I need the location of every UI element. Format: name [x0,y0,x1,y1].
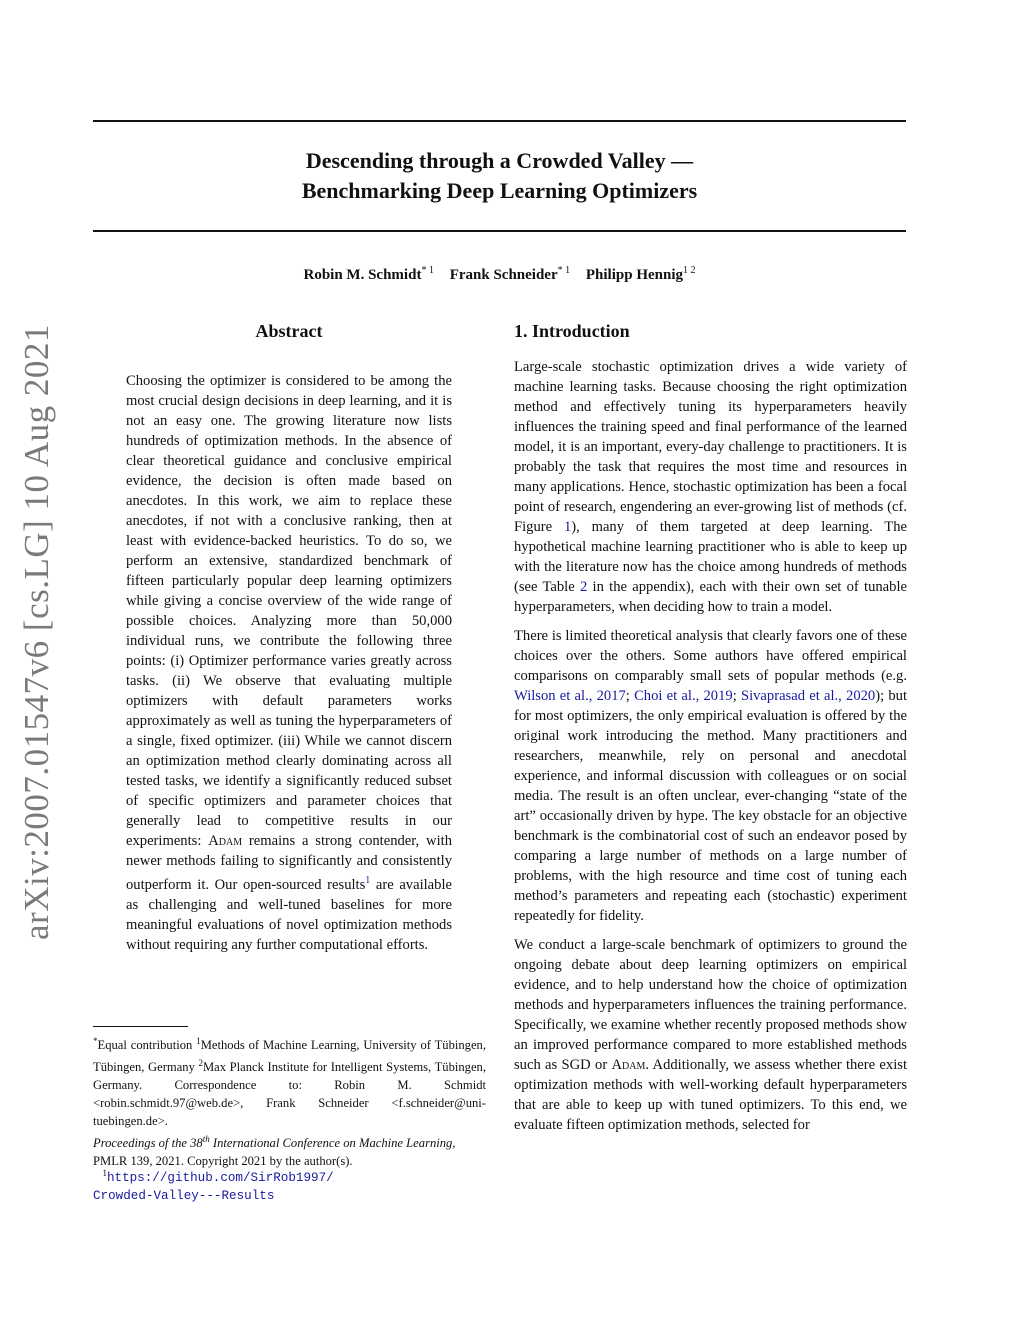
author-affiliation-marks: 1 2 [683,265,696,276]
figure-ref-link[interactable]: 1 [563,519,572,535]
author-affiliation-marks: * 1 [421,265,434,276]
paragraph [514,935,907,1135]
paragraph-text: ); but for most optimizers, the only empirical evaluation is offered by the original work introducing the method. Many practitioners and researchers, meanwhile, rely on personal and anecdotal experience, and informal discussion with colleagues or on social media. The result is an often unclear, ever-changing “state of the art” occasionally driven by hype. The key obstacle for an objective benchmark is the combinatorial cost of such an endeavor posed by comparing a large number of methods on a large number of problems, with the high resource and time cost of tuning each method’s parameters and repeating each (stochastic) experiment repeatedly for fidelity. [514,688,908,924]
paragraph-text: . Additionally, we assess whether there exist optimization methods with well-working default hyperparameters that are able to keep up with tuned optimizers. To this end, we evaluate fifteen optimization methods, selected for [514,1057,907,1133]
proceedings-text: International Conference on Machine Learning [209,1136,453,1151]
title-bottom-rule [93,230,906,232]
citation-link[interactable]: Choi et al., 2019 [634,688,733,704]
url-footnote [93,1165,486,1205]
proceedings-text: Proceedings of the 38 [93,1136,203,1151]
abstract-text-end: are available as challenging and well-tuned baselines for more meaningful evaluations of novel optimization methods without requiring any further computational efforts. [126,876,452,953]
affiliation-footnote [93,1032,486,1130]
footnote-mark: * [93,1036,98,1046]
results-url-link[interactable]: https://github.com/SirRob1997/ [106,1171,334,1186]
introduction-body [514,357,907,1144]
citation-link[interactable]: Wilson et al., 2017 [514,688,626,704]
paragraph-text: in the appendix), each with their own set of tunable hyperparameters, when deciding how to train a model. [514,579,907,615]
arxiv-identifier: arXiv:2007.01547v6 [cs.LG] 10 Aug 2021 [17,324,56,940]
title-top-rule [93,120,906,122]
footnote-mark: 2 [198,1058,203,1069]
footnote-link[interactable]: 1 [365,875,371,886]
paragraph [514,626,907,926]
abstract-heading: Abstract [255,321,323,341]
author-name: Robin M. Schmidt [303,267,422,283]
paragraph-text: There is limited theoretical analysis that clearly favors one of these choices over the others. Some authors have offered empirical comparisons on comparably small sets of popular methods (e.g. [514,628,907,684]
paragraph-text: We conduct a large-scale benchmark of optimizers to ground the ongoing debate about deep learning optimizers on empirical evidence, and to help understand how the choice of optimization methods and hyperparameters influences the training performance. Specifically, we examine whether recently proposed methods show an improved performance compared to more established methods such as SGD or [514,937,907,1073]
section-heading-introduction: 1. Introduction [514,321,630,341]
citation-link[interactable]: Sivaprasad et al., 2020 [740,688,876,704]
footnote-separator [93,1026,188,1027]
paragraph-text: ; [625,688,635,704]
abstract-body [126,371,452,955]
proceedings-text: , PMLR 139, 2021. Copyright 2021 by the author(s). [93,1136,456,1169]
paragraph [514,357,907,617]
footnote-text: Methods of Machine Learning, University of Tübingen, Tübingen, Germany [93,1038,487,1075]
author-affiliation-marks: * 1 [557,265,571,276]
author-list [93,265,906,284]
footnote-text: Max Planck Institute for Intelligent Systems, Tübingen, Germany. Correspondence to: Robin M. Schmidt <robin.schmidt.97@web.de>, Frank Schneider <f.schneider@uni-tuebingen.de>. [93,1060,486,1129]
paragraph-text: ; [732,688,741,704]
results-url-link-cont[interactable]: Crowded-Valley---Results [93,1189,275,1204]
author-name: Philipp Hennig [585,267,683,283]
abstract-text: Choosing the optimizer is considered to be among the most crucial design decisions in deep learning, and it is not an easy one. The growing literature now lists hundreds of optimization methods. In the absence of clear theoretical guidance and conclusive empirical evidence, the decision is often made based on anecdotes. In this work, we aim to replace these anecdotes, if not with a conclusive ranking, then at least with evidence-backed heuristics. To do so, we perform an extensive, standardized benchmark of fifteen particularly popular deep learning optimizers while giving a concise overview of the wide range of possible choices. Analyzing more than 50,000 individual runs, we contribute the following three points: (i) Optimizer performance varies greatly across tasks. (ii) We observe that evaluating multiple optimizers with default parameters works approximately as well as tuning the hyperparameters of a single, fixed optimizer. (iii) While we cannot discern an optimization method clearly dominating across all tested tasks, we identify a significantly reduced subset of specific optimizers and parameter choices that generally lead to competitive results in our experiments: Adam remains a strong contender, with newer methods failing to significantly and consistently outperform it. Our open-sourced results [126,373,452,893]
author-name: Frank Schneider [449,267,558,283]
footnote-text: Equal contribution [97,1038,197,1053]
proceedings-sup: th [202,1134,210,1144]
title-line-1: Descending through a Crowded Valley — [305,148,694,173]
title-line-2: Benchmarking Deep Learning Optimizers [301,178,698,203]
footnote-mark: 1 [196,1036,201,1046]
optimizer-name: Adam [611,1057,646,1073]
footnote-mark: 1 [102,1168,107,1178]
table-ref-link[interactable]: 2 [579,579,588,595]
paragraph-text: Large-scale stochastic optimization drives a wide variety of machine learning tasks. Because choosing the right optimization method and effectively tuning its hyperparameters heavily influences the training speed and final performance of the learned model, it is an important, every-day challenge to practitioners. It is probably the task that requires the most time and resources in many applications. Hence, stochastic optimization has been a focal point of research, engendering an ever-growing list of methods (cf. Figure [514,359,907,535]
optimizer-name: Adam [208,833,243,849]
paper-title [93,146,906,206]
paragraph-text: ), many of them targeted at deep learning. The hypothetical machine learning practitioner who is able to keep up with the literature now has the choice among hundreds of methods (see Table [514,519,907,595]
